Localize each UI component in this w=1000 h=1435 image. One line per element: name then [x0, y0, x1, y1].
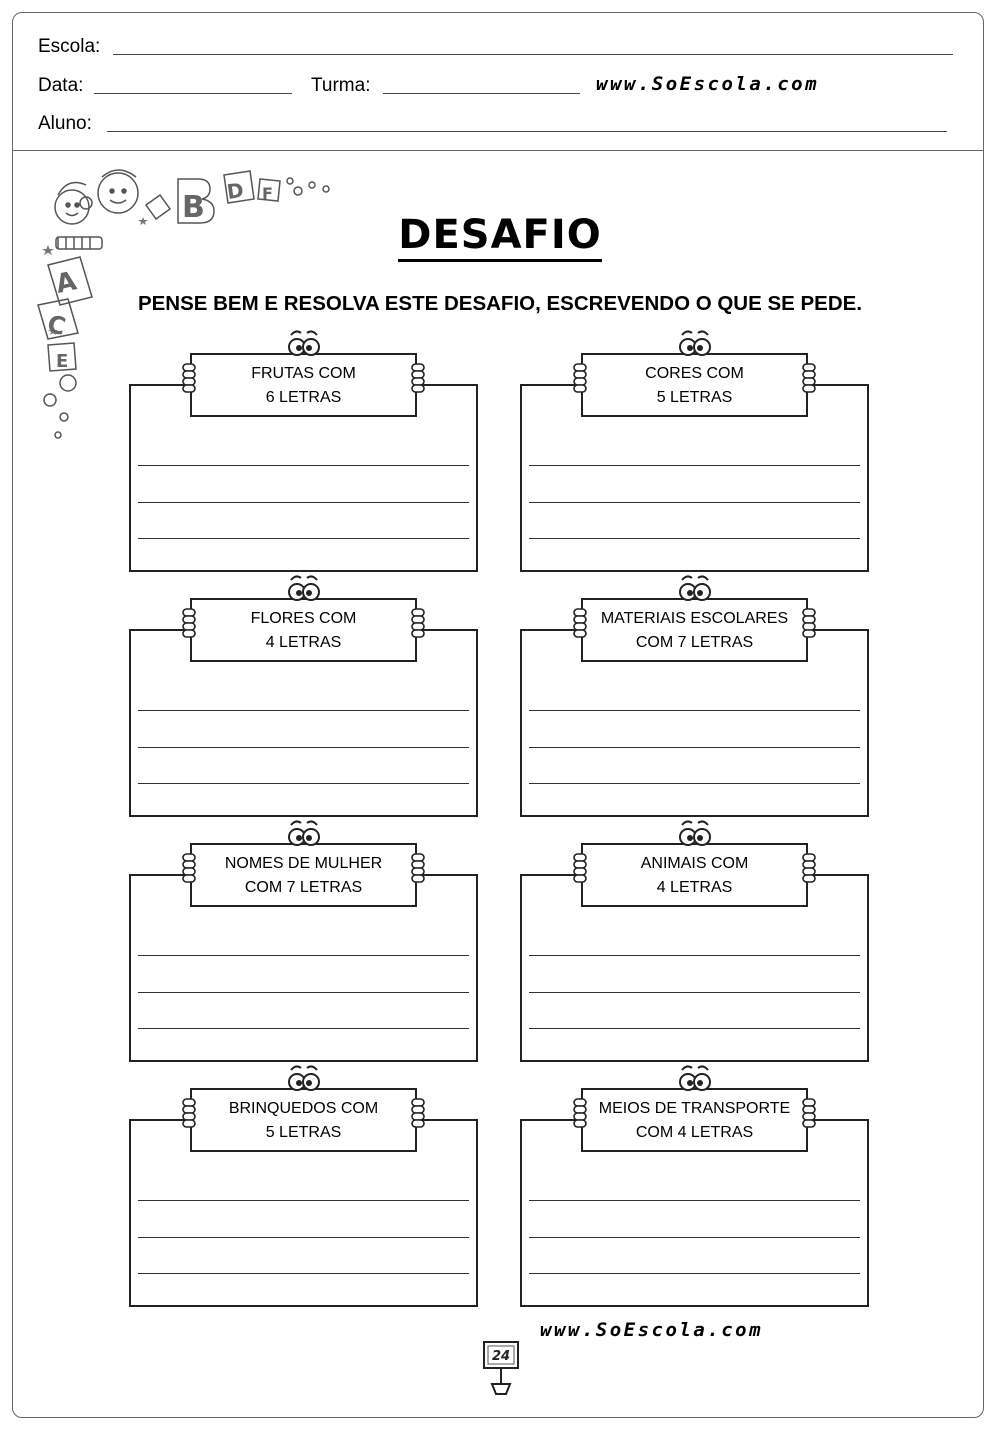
answer-line[interactable]: [529, 465, 860, 466]
page-number-sign: [478, 1338, 524, 1400]
sign-brinquedos: [190, 1088, 417, 1152]
answer-line[interactable]: [138, 1200, 469, 1201]
answer-line[interactable]: [529, 1200, 860, 1201]
hand-icon: [573, 363, 587, 395]
answer-line[interactable]: [138, 783, 469, 784]
school-label: Escola:: [38, 36, 101, 57]
answer-line[interactable]: [138, 1237, 469, 1238]
header-website: www.SoEscola.com: [596, 73, 820, 95]
answer-line[interactable]: [529, 783, 860, 784]
hand-icon: [182, 608, 196, 640]
hand-icon: [802, 1098, 816, 1130]
answer-line[interactable]: [529, 502, 860, 503]
sign-line-2: 5 LETRAS: [265, 1123, 342, 1141]
svg-text:A: A: [53, 266, 80, 300]
sign-line-1: MEIOS DE TRANSPORTE: [598, 1100, 791, 1117]
answer-line[interactable]: [138, 747, 469, 748]
peeking-face-icon: [285, 574, 323, 604]
peeking-face-icon: [676, 819, 714, 849]
hand-icon: [411, 363, 425, 395]
sign-line-1: ANIMAIS COM: [640, 855, 749, 872]
hand-icon: [411, 1098, 425, 1130]
page-title: [0, 212, 1000, 258]
answer-line[interactable]: [529, 538, 860, 539]
answer-line[interactable]: [138, 1273, 469, 1274]
answer-line[interactable]: [529, 992, 860, 993]
instruction-text: PENSE BEM E RESOLVA ESTE DESAFIO, ESCREVENDO O QUE SE PEDE.: [137, 292, 863, 315]
sign-line-2: COM 4 LETRAS: [635, 1123, 754, 1141]
answer-line[interactable]: [138, 538, 469, 539]
answer-line[interactable]: [529, 1273, 860, 1274]
page-number: 24: [491, 1349, 511, 1364]
student-label: Aluno:: [38, 113, 92, 134]
hand-icon: [573, 853, 587, 885]
sign-line-2: 4 LETRAS: [265, 633, 342, 651]
answer-line[interactable]: [138, 1028, 469, 1029]
peeking-face-icon: [676, 574, 714, 604]
answer-line[interactable]: [138, 992, 469, 993]
sign-animais: [581, 843, 808, 907]
hand-icon: [182, 363, 196, 395]
peeking-face-icon: [285, 1064, 323, 1094]
footer-website: www.SoEscola.com: [540, 1319, 764, 1341]
sign-line-1: MATERIAIS ESCOLARES: [600, 610, 789, 627]
hand-icon: [802, 363, 816, 395]
peeking-face-icon: [676, 1064, 714, 1094]
sign-cores: [581, 353, 808, 417]
sign-line-2: 5 LETRAS: [656, 388, 733, 406]
school-field[interactable]: [113, 54, 953, 55]
date-label: Data:: [38, 75, 84, 96]
student-field[interactable]: [107, 131, 947, 132]
sign-line-2: 6 LETRAS: [265, 388, 342, 406]
hand-icon: [802, 608, 816, 640]
sign-frutas: [190, 353, 417, 417]
class-field[interactable]: [383, 93, 580, 94]
hand-icon: [182, 1098, 196, 1130]
sign-materiais: [581, 598, 808, 662]
answer-line[interactable]: [529, 747, 860, 748]
hand-icon: [802, 853, 816, 885]
sign-line-1: NOMES DE MULHER: [224, 855, 383, 872]
sign-line-2: COM 7 LETRAS: [244, 878, 363, 896]
svg-text:B: B: [182, 190, 205, 225]
answer-line[interactable]: [529, 1237, 860, 1238]
class-label: Turma:: [311, 75, 371, 96]
sign-line-1: BRINQUEDOS COM: [228, 1100, 379, 1117]
sign-transporte: [581, 1088, 808, 1152]
answer-line[interactable]: [529, 955, 860, 956]
sign-line-1: FLORES COM: [250, 610, 357, 627]
date-field[interactable]: [94, 93, 292, 94]
svg-text:F: F: [262, 184, 273, 203]
svg-text:C: C: [44, 309, 69, 342]
sign-line-2: 4 LETRAS: [656, 878, 733, 896]
title-text: DESAFIO: [398, 212, 602, 262]
answer-line[interactable]: [138, 955, 469, 956]
sign-line-2: COM 7 LETRAS: [635, 633, 754, 651]
peeking-face-icon: [676, 329, 714, 359]
answer-line[interactable]: [529, 1028, 860, 1029]
hand-icon: [411, 608, 425, 640]
peeking-face-icon: [285, 819, 323, 849]
hand-icon: [182, 853, 196, 885]
sign-line-1: CORES COM: [645, 365, 744, 382]
hand-icon: [573, 608, 587, 640]
answer-line[interactable]: [138, 465, 469, 466]
header-separator: [12, 150, 984, 151]
answer-line[interactable]: [138, 710, 469, 711]
sign-line-1: FRUTAS COM: [251, 365, 356, 382]
hand-icon: [411, 853, 425, 885]
svg-text:D: D: [225, 177, 246, 204]
svg-text:E: E: [56, 351, 69, 372]
sign-nomes: [190, 843, 417, 907]
peeking-face-icon: [285, 329, 323, 359]
answer-line[interactable]: [138, 502, 469, 503]
sign-flores: [190, 598, 417, 662]
hand-icon: [573, 1098, 587, 1130]
answer-line[interactable]: [529, 710, 860, 711]
